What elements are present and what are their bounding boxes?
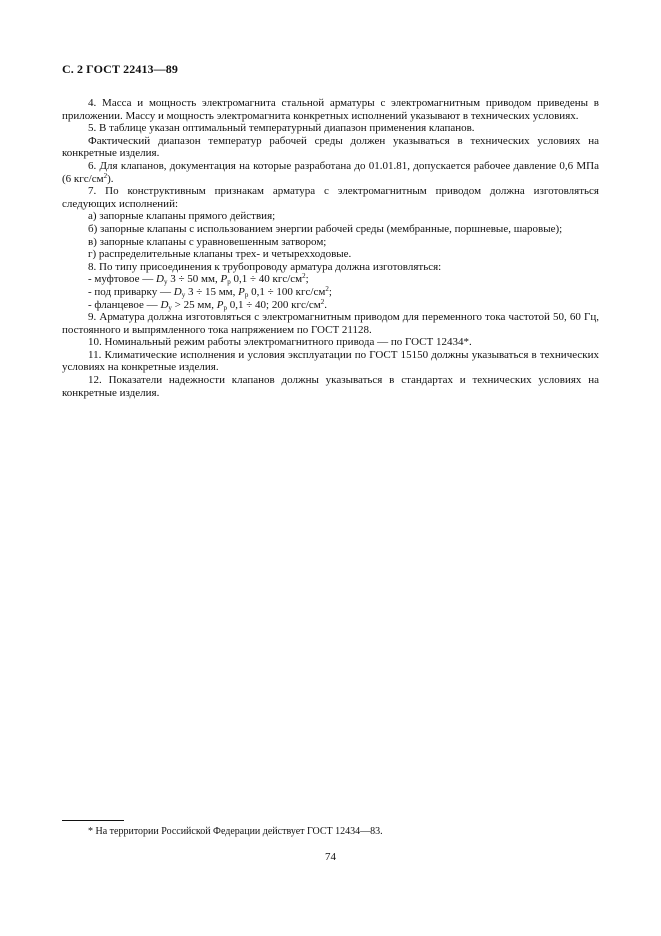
paragraph-6-end: ). bbox=[107, 172, 114, 185]
welded-p-subscript: p bbox=[244, 290, 249, 299]
flanged-tail: . bbox=[324, 298, 327, 311]
paragraph-10: 10. Номинальный режим работы электромагнитного привода — по ГОСТ 12434*. bbox=[88, 336, 472, 349]
coupling-superscript: 2 bbox=[302, 272, 306, 281]
paragraph-6 bbox=[62, 160, 599, 185]
welded-d-range: 3 ÷ 15 мм, bbox=[185, 285, 239, 298]
flanged-d-subscript: y bbox=[168, 303, 172, 312]
list-item-7b: б) запорные клапаны с использованием энергии рабочей среды (мембранные, поршневые, шаровые); bbox=[88, 222, 563, 235]
page-number: 74 bbox=[325, 851, 336, 863]
flanged-p-symbol: P bbox=[216, 298, 224, 311]
paragraph-4: 4. Масса и мощность электромагнита стальной арматуры с электромагнитным приводом приведены в приложении. Массу и мощность электромагнита конкретных исполнений указывают в технических условиях. bbox=[62, 97, 599, 122]
page-header: С. 2 ГОСТ 22413—89 bbox=[62, 62, 178, 76]
flanged-d-range: > 25 мм, bbox=[171, 298, 217, 311]
flanged-d-symbol: D bbox=[160, 298, 169, 311]
coupling-d-subscript: y bbox=[163, 278, 168, 287]
welded-p-range: 0,1 ÷ 100 кгс/см bbox=[248, 285, 326, 298]
document-body bbox=[62, 97, 599, 399]
flanged-p-subscript: p bbox=[223, 303, 228, 312]
paragraph-8: 8. По типу присоединения к трубопроводу арматура должна изготовляться: bbox=[88, 260, 442, 273]
paragraph-9: 9. Арматура должна изготовляться с электромагнитным приводом для переменного тока частотой 50, 60 Гц, постоянного и выпрямленного тока напряжением по ГОСТ 21128. bbox=[62, 311, 599, 336]
welded-lead: - под приварку — bbox=[88, 285, 174, 298]
list-item-7c: в) запорные клапаны с уравновешенным затвором; bbox=[88, 235, 327, 248]
list-item-7a: а) запорные клапаны прямого действия; bbox=[88, 210, 276, 223]
coupling-p-range: 0,1 ÷ 40 кгс/см bbox=[230, 273, 303, 286]
footnote: * На территории Российской Федерации действует ГОСТ 12434—83. bbox=[88, 826, 383, 837]
paragraph-5: 5. В таблице указан оптимальный температурный диапазон применения клапанов. bbox=[88, 122, 475, 135]
footnote-divider bbox=[62, 820, 124, 821]
flanged-superscript: 2 bbox=[320, 297, 325, 306]
list-item-7d: г) распределительные клапаны трех- и четырехходовые. bbox=[88, 248, 352, 261]
coupling-p-symbol: P bbox=[220, 273, 228, 286]
flanged-p-range: 0,1 ÷ 40; 200 кгс/см bbox=[227, 298, 321, 311]
welded-d-symbol: D bbox=[173, 285, 182, 298]
paragraph-12: 12. Показатели надежности клапанов должны указываться в стандартах и технических условиях на конкретные изделия. bbox=[62, 374, 599, 399]
paragraph-11: 11. Климатические исполнения и условия эксплуатации по ГОСТ 15150 должны указываться в технических условиях на конкретные изделия. bbox=[62, 348, 599, 374]
paragraph-7: 7. По конструктивным признакам арматура с электромагнитным приводом должна изготовляться следующих исполнений: bbox=[62, 185, 599, 210]
welded-d-subscript: y bbox=[181, 290, 186, 299]
coupling-d-symbol: D bbox=[156, 273, 164, 286]
coupling-tail: ; bbox=[305, 273, 309, 286]
paragraph-5-continued: Фактический диапазон температур рабочей среды должен указываться в технических условиях на конкретные изделия. bbox=[62, 134, 599, 160]
coupling-lead: - муфтовое — bbox=[88, 273, 157, 286]
connection-flanged bbox=[62, 299, 599, 312]
paragraph-6-text: 6. Для клапанов, документация на которые разработана до 01.01.81, допускается рабочее давление 0,6 МПа (6 кгс/см bbox=[62, 159, 599, 185]
flanged-lead: - фланцевое — bbox=[88, 298, 161, 311]
welded-superscript: 2 bbox=[325, 284, 329, 293]
connection-coupling bbox=[62, 273, 599, 286]
welded-tail: ; bbox=[328, 285, 332, 298]
connection-welded bbox=[62, 286, 599, 299]
paragraph-6-superscript: 2 bbox=[103, 171, 108, 180]
coupling-p-subscript: p bbox=[227, 278, 231, 287]
welded-p-symbol: P bbox=[238, 285, 245, 298]
coupling-d-range: 3 ÷ 50 мм, bbox=[167, 273, 221, 286]
